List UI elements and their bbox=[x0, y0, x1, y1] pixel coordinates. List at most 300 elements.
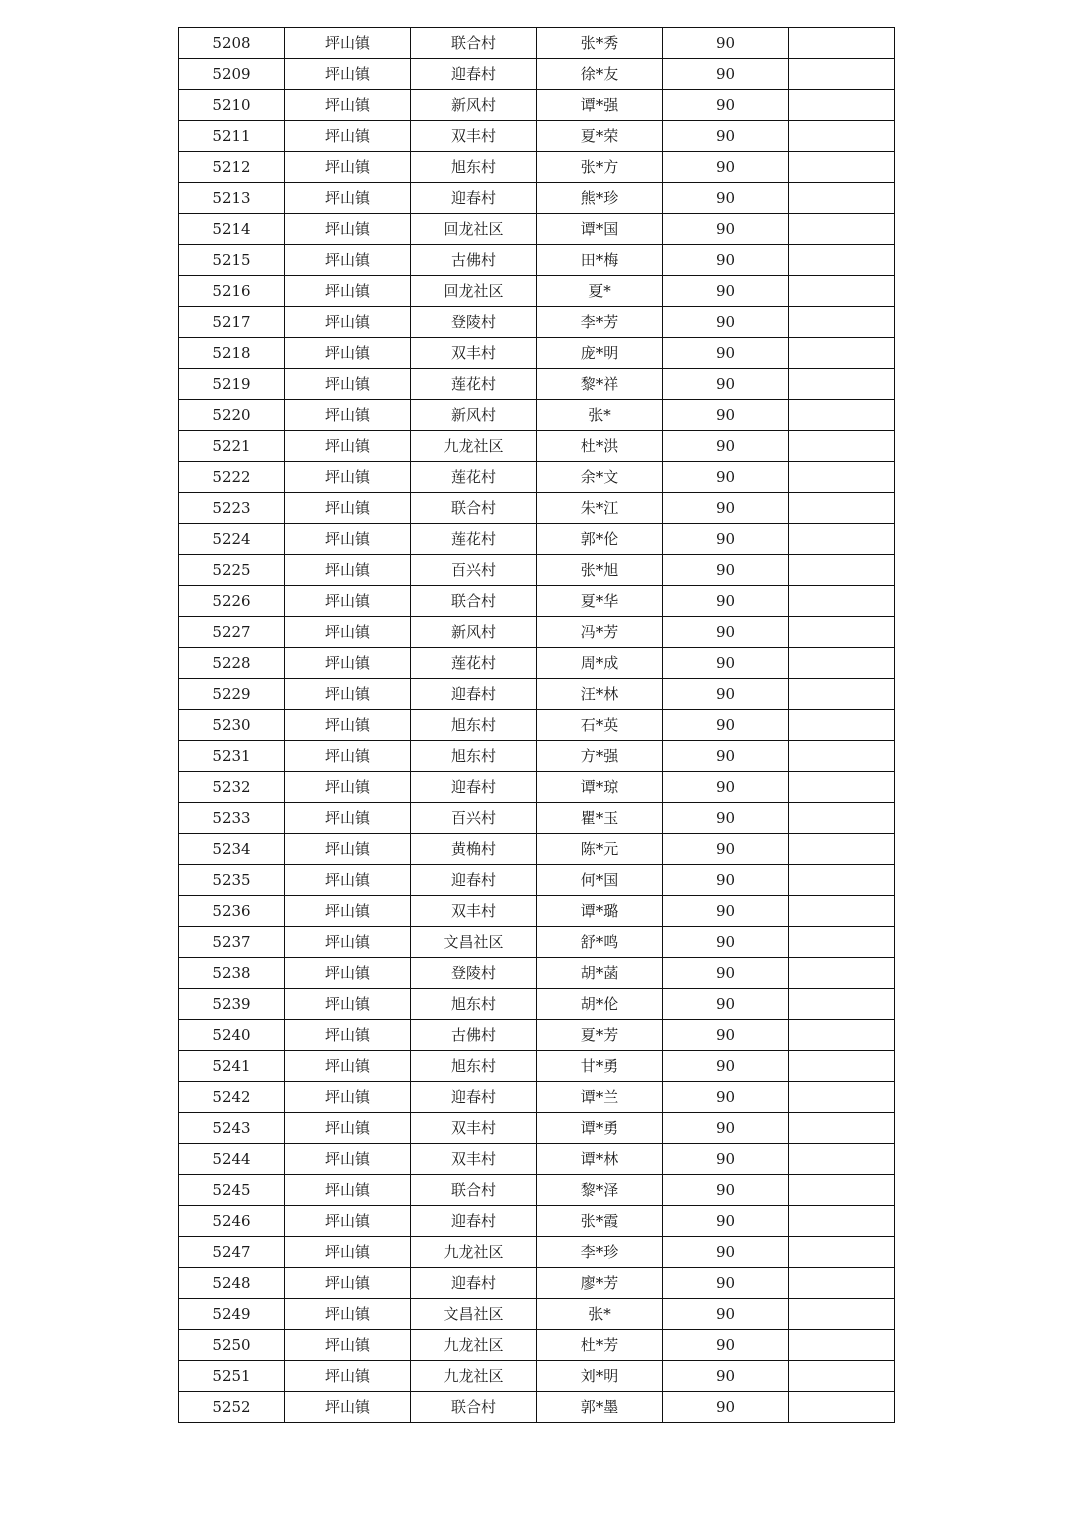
town-cell: 坪山镇 bbox=[285, 183, 411, 214]
name-cell: 夏*华 bbox=[537, 586, 663, 617]
village-cell: 双丰村 bbox=[411, 1144, 537, 1175]
town-cell: 坪山镇 bbox=[285, 1206, 411, 1237]
row-number-cell: 5216 bbox=[179, 276, 285, 307]
amount-cell: 90 bbox=[663, 152, 789, 183]
amount-cell: 90 bbox=[663, 617, 789, 648]
town-cell: 坪山镇 bbox=[285, 1330, 411, 1361]
row-number-cell: 5209 bbox=[179, 59, 285, 90]
amount-cell: 90 bbox=[663, 28, 789, 59]
table-row bbox=[179, 1051, 895, 1082]
town-cell: 坪山镇 bbox=[285, 1299, 411, 1330]
village-cell: 登陵村 bbox=[411, 307, 537, 338]
row-number-cell: 5219 bbox=[179, 369, 285, 400]
row-number-cell: 5213 bbox=[179, 183, 285, 214]
table-row bbox=[179, 1392, 895, 1423]
row-number-cell: 5252 bbox=[179, 1392, 285, 1423]
name-cell: 胡*菡 bbox=[537, 958, 663, 989]
name-cell: 李*珍 bbox=[537, 1237, 663, 1268]
amount-cell: 90 bbox=[663, 1392, 789, 1423]
name-cell: 夏*荣 bbox=[537, 121, 663, 152]
name-cell: 田*梅 bbox=[537, 245, 663, 276]
name-cell: 何*国 bbox=[537, 865, 663, 896]
note-cell bbox=[789, 834, 895, 865]
name-cell: 方*强 bbox=[537, 741, 663, 772]
name-cell: 陈*元 bbox=[537, 834, 663, 865]
row-number-cell: 5239 bbox=[179, 989, 285, 1020]
amount-cell: 90 bbox=[663, 1082, 789, 1113]
town-cell: 坪山镇 bbox=[285, 927, 411, 958]
note-cell bbox=[789, 958, 895, 989]
name-cell: 张*方 bbox=[537, 152, 663, 183]
row-number-cell: 5237 bbox=[179, 927, 285, 958]
subsidy-list-table bbox=[178, 27, 895, 1423]
note-cell bbox=[789, 183, 895, 214]
town-cell: 坪山镇 bbox=[285, 28, 411, 59]
name-cell: 熊*珍 bbox=[537, 183, 663, 214]
town-cell: 坪山镇 bbox=[285, 276, 411, 307]
village-cell: 登陵村 bbox=[411, 958, 537, 989]
note-cell bbox=[789, 710, 895, 741]
village-cell: 双丰村 bbox=[411, 121, 537, 152]
note-cell bbox=[789, 1268, 895, 1299]
table-row bbox=[179, 1237, 895, 1268]
name-cell: 瞿*玉 bbox=[537, 803, 663, 834]
row-number-cell: 5251 bbox=[179, 1361, 285, 1392]
row-number-cell: 5227 bbox=[179, 617, 285, 648]
village-cell: 迎春村 bbox=[411, 1082, 537, 1113]
town-cell: 坪山镇 bbox=[285, 803, 411, 834]
village-cell: 旭东村 bbox=[411, 710, 537, 741]
note-cell bbox=[789, 679, 895, 710]
village-cell: 联合村 bbox=[411, 586, 537, 617]
village-cell: 旭东村 bbox=[411, 1051, 537, 1082]
town-cell: 坪山镇 bbox=[285, 1361, 411, 1392]
amount-cell: 90 bbox=[663, 648, 789, 679]
note-cell bbox=[789, 400, 895, 431]
amount-cell: 90 bbox=[663, 338, 789, 369]
town-cell: 坪山镇 bbox=[285, 1268, 411, 1299]
table-row bbox=[179, 462, 895, 493]
note-cell bbox=[789, 28, 895, 59]
name-cell: 余*文 bbox=[537, 462, 663, 493]
town-cell: 坪山镇 bbox=[285, 555, 411, 586]
amount-cell: 90 bbox=[663, 400, 789, 431]
note-cell bbox=[789, 1144, 895, 1175]
town-cell: 坪山镇 bbox=[285, 1175, 411, 1206]
amount-cell: 90 bbox=[663, 772, 789, 803]
row-number-cell: 5248 bbox=[179, 1268, 285, 1299]
town-cell: 坪山镇 bbox=[285, 493, 411, 524]
amount-cell: 90 bbox=[663, 369, 789, 400]
village-cell: 新风村 bbox=[411, 90, 537, 121]
amount-cell: 90 bbox=[663, 1051, 789, 1082]
row-number-cell: 5229 bbox=[179, 679, 285, 710]
village-cell: 百兴村 bbox=[411, 555, 537, 586]
amount-cell: 90 bbox=[663, 803, 789, 834]
row-number-cell: 5250 bbox=[179, 1330, 285, 1361]
amount-cell: 90 bbox=[663, 1206, 789, 1237]
amount-cell: 90 bbox=[663, 462, 789, 493]
amount-cell: 90 bbox=[663, 1175, 789, 1206]
table-row bbox=[179, 214, 895, 245]
name-cell: 黎*祥 bbox=[537, 369, 663, 400]
name-cell: 廖*芳 bbox=[537, 1268, 663, 1299]
name-cell: 杜*洪 bbox=[537, 431, 663, 462]
amount-cell: 90 bbox=[663, 896, 789, 927]
note-cell bbox=[789, 555, 895, 586]
town-cell: 坪山镇 bbox=[285, 245, 411, 276]
village-cell: 新风村 bbox=[411, 617, 537, 648]
table-row bbox=[179, 524, 895, 555]
table-row bbox=[179, 958, 895, 989]
name-cell: 李*芳 bbox=[537, 307, 663, 338]
amount-cell: 90 bbox=[663, 1237, 789, 1268]
village-cell: 文昌社区 bbox=[411, 927, 537, 958]
amount-cell: 90 bbox=[663, 493, 789, 524]
town-cell: 坪山镇 bbox=[285, 1020, 411, 1051]
town-cell: 坪山镇 bbox=[285, 1051, 411, 1082]
village-cell: 九龙社区 bbox=[411, 1361, 537, 1392]
amount-cell: 90 bbox=[663, 834, 789, 865]
amount-cell: 90 bbox=[663, 741, 789, 772]
amount-cell: 90 bbox=[663, 958, 789, 989]
row-number-cell: 5220 bbox=[179, 400, 285, 431]
town-cell: 坪山镇 bbox=[285, 121, 411, 152]
name-cell: 谭*林 bbox=[537, 1144, 663, 1175]
town-cell: 坪山镇 bbox=[285, 772, 411, 803]
village-cell: 迎春村 bbox=[411, 865, 537, 896]
note-cell bbox=[789, 152, 895, 183]
table-row bbox=[179, 679, 895, 710]
amount-cell: 90 bbox=[663, 276, 789, 307]
row-number-cell: 5217 bbox=[179, 307, 285, 338]
note-cell bbox=[789, 1330, 895, 1361]
row-number-cell: 5241 bbox=[179, 1051, 285, 1082]
table-row bbox=[179, 276, 895, 307]
row-number-cell: 5232 bbox=[179, 772, 285, 803]
town-cell: 坪山镇 bbox=[285, 586, 411, 617]
note-cell bbox=[789, 493, 895, 524]
note-cell bbox=[789, 1175, 895, 1206]
name-cell: 朱*江 bbox=[537, 493, 663, 524]
village-cell: 莲花村 bbox=[411, 648, 537, 679]
amount-cell: 90 bbox=[663, 1299, 789, 1330]
note-cell bbox=[789, 276, 895, 307]
name-cell: 舒*鸣 bbox=[537, 927, 663, 958]
row-number-cell: 5244 bbox=[179, 1144, 285, 1175]
table-row bbox=[179, 1113, 895, 1144]
row-number-cell: 5228 bbox=[179, 648, 285, 679]
name-cell: 黎*泽 bbox=[537, 1175, 663, 1206]
village-cell: 联合村 bbox=[411, 493, 537, 524]
table-row bbox=[179, 369, 895, 400]
town-cell: 坪山镇 bbox=[285, 865, 411, 896]
name-cell: 张*霞 bbox=[537, 1206, 663, 1237]
town-cell: 坪山镇 bbox=[285, 648, 411, 679]
table-row bbox=[179, 896, 895, 927]
table-row bbox=[179, 400, 895, 431]
village-cell: 新风村 bbox=[411, 400, 537, 431]
row-number-cell: 5211 bbox=[179, 121, 285, 152]
name-cell: 周*成 bbox=[537, 648, 663, 679]
note-cell bbox=[789, 1237, 895, 1268]
row-number-cell: 5242 bbox=[179, 1082, 285, 1113]
note-cell bbox=[789, 1392, 895, 1423]
village-cell: 九龙社区 bbox=[411, 1330, 537, 1361]
amount-cell: 90 bbox=[663, 710, 789, 741]
note-cell bbox=[789, 214, 895, 245]
village-cell: 迎春村 bbox=[411, 679, 537, 710]
table-row bbox=[179, 431, 895, 462]
town-cell: 坪山镇 bbox=[285, 679, 411, 710]
amount-cell: 90 bbox=[663, 90, 789, 121]
name-cell: 冯*芳 bbox=[537, 617, 663, 648]
note-cell bbox=[789, 462, 895, 493]
village-cell: 莲花村 bbox=[411, 369, 537, 400]
amount-cell: 90 bbox=[663, 59, 789, 90]
name-cell: 谭*勇 bbox=[537, 1113, 663, 1144]
name-cell: 张* bbox=[537, 1299, 663, 1330]
town-cell: 坪山镇 bbox=[285, 741, 411, 772]
amount-cell: 90 bbox=[663, 989, 789, 1020]
row-number-cell: 5218 bbox=[179, 338, 285, 369]
row-number-cell: 5233 bbox=[179, 803, 285, 834]
name-cell: 张* bbox=[537, 400, 663, 431]
table-row bbox=[179, 307, 895, 338]
village-cell: 联合村 bbox=[411, 28, 537, 59]
town-cell: 坪山镇 bbox=[285, 462, 411, 493]
name-cell: 谭*璐 bbox=[537, 896, 663, 927]
row-number-cell: 5224 bbox=[179, 524, 285, 555]
note-cell bbox=[789, 431, 895, 462]
note-cell bbox=[789, 617, 895, 648]
town-cell: 坪山镇 bbox=[285, 896, 411, 927]
note-cell bbox=[789, 245, 895, 276]
name-cell: 郭*墨 bbox=[537, 1392, 663, 1423]
town-cell: 坪山镇 bbox=[285, 958, 411, 989]
amount-cell: 90 bbox=[663, 1361, 789, 1392]
table-row bbox=[179, 927, 895, 958]
amount-cell: 90 bbox=[663, 307, 789, 338]
table-row bbox=[179, 1206, 895, 1237]
note-cell bbox=[789, 989, 895, 1020]
note-cell bbox=[789, 1299, 895, 1330]
table-row bbox=[179, 121, 895, 152]
town-cell: 坪山镇 bbox=[285, 1392, 411, 1423]
town-cell: 坪山镇 bbox=[285, 834, 411, 865]
town-cell: 坪山镇 bbox=[285, 617, 411, 648]
row-number-cell: 5226 bbox=[179, 586, 285, 617]
note-cell bbox=[789, 338, 895, 369]
note-cell bbox=[789, 59, 895, 90]
note-cell bbox=[789, 90, 895, 121]
row-number-cell: 5215 bbox=[179, 245, 285, 276]
amount-cell: 90 bbox=[663, 1113, 789, 1144]
table-row bbox=[179, 493, 895, 524]
row-number-cell: 5240 bbox=[179, 1020, 285, 1051]
table-row bbox=[179, 834, 895, 865]
town-cell: 坪山镇 bbox=[285, 524, 411, 555]
table-row bbox=[179, 555, 895, 586]
town-cell: 坪山镇 bbox=[285, 1144, 411, 1175]
village-cell: 迎春村 bbox=[411, 183, 537, 214]
name-cell: 徐*友 bbox=[537, 59, 663, 90]
village-cell: 联合村 bbox=[411, 1392, 537, 1423]
amount-cell: 90 bbox=[663, 555, 789, 586]
note-cell bbox=[789, 772, 895, 803]
row-number-cell: 5222 bbox=[179, 462, 285, 493]
amount-cell: 90 bbox=[663, 1020, 789, 1051]
table-row bbox=[179, 617, 895, 648]
name-cell: 张*秀 bbox=[537, 28, 663, 59]
row-number-cell: 5236 bbox=[179, 896, 285, 927]
table-row bbox=[179, 865, 895, 896]
note-cell bbox=[789, 865, 895, 896]
town-cell: 坪山镇 bbox=[285, 710, 411, 741]
town-cell: 坪山镇 bbox=[285, 1082, 411, 1113]
row-number-cell: 5246 bbox=[179, 1206, 285, 1237]
amount-cell: 90 bbox=[663, 679, 789, 710]
table-row bbox=[179, 338, 895, 369]
row-number-cell: 5243 bbox=[179, 1113, 285, 1144]
table-row bbox=[179, 1082, 895, 1113]
amount-cell: 90 bbox=[663, 524, 789, 555]
name-cell: 谭*琼 bbox=[537, 772, 663, 803]
amount-cell: 90 bbox=[663, 1268, 789, 1299]
name-cell: 汪*林 bbox=[537, 679, 663, 710]
note-cell bbox=[789, 121, 895, 152]
note-cell bbox=[789, 1082, 895, 1113]
note-cell bbox=[789, 586, 895, 617]
note-cell bbox=[789, 369, 895, 400]
amount-cell: 90 bbox=[663, 1144, 789, 1175]
amount-cell: 90 bbox=[663, 927, 789, 958]
note-cell bbox=[789, 1051, 895, 1082]
row-number-cell: 5230 bbox=[179, 710, 285, 741]
village-cell: 回龙社区 bbox=[411, 214, 537, 245]
row-number-cell: 5238 bbox=[179, 958, 285, 989]
row-number-cell: 5245 bbox=[179, 1175, 285, 1206]
row-number-cell: 5235 bbox=[179, 865, 285, 896]
amount-cell: 90 bbox=[663, 214, 789, 245]
table-row bbox=[179, 152, 895, 183]
town-cell: 坪山镇 bbox=[285, 214, 411, 245]
amount-cell: 90 bbox=[663, 121, 789, 152]
table-row bbox=[179, 648, 895, 679]
village-cell: 联合村 bbox=[411, 1175, 537, 1206]
name-cell: 谭*兰 bbox=[537, 1082, 663, 1113]
town-cell: 坪山镇 bbox=[285, 338, 411, 369]
town-cell: 坪山镇 bbox=[285, 307, 411, 338]
note-cell bbox=[789, 803, 895, 834]
town-cell: 坪山镇 bbox=[285, 152, 411, 183]
village-cell: 旭东村 bbox=[411, 152, 537, 183]
row-number-cell: 5234 bbox=[179, 834, 285, 865]
row-number-cell: 5208 bbox=[179, 28, 285, 59]
village-cell: 莲花村 bbox=[411, 524, 537, 555]
town-cell: 坪山镇 bbox=[285, 1113, 411, 1144]
amount-cell: 90 bbox=[663, 586, 789, 617]
row-number-cell: 5214 bbox=[179, 214, 285, 245]
table-row bbox=[179, 803, 895, 834]
table-row bbox=[179, 245, 895, 276]
table-row bbox=[179, 1144, 895, 1175]
note-cell bbox=[789, 741, 895, 772]
table-row bbox=[179, 59, 895, 90]
name-cell: 杜*芳 bbox=[537, 1330, 663, 1361]
village-cell: 迎春村 bbox=[411, 772, 537, 803]
village-cell: 双丰村 bbox=[411, 338, 537, 369]
village-cell: 迎春村 bbox=[411, 59, 537, 90]
name-cell: 石*英 bbox=[537, 710, 663, 741]
name-cell: 夏*芳 bbox=[537, 1020, 663, 1051]
table-row bbox=[179, 183, 895, 214]
note-cell bbox=[789, 648, 895, 679]
town-cell: 坪山镇 bbox=[285, 1237, 411, 1268]
name-cell: 谭*强 bbox=[537, 90, 663, 121]
table-row bbox=[179, 1175, 895, 1206]
village-cell: 九龙社区 bbox=[411, 431, 537, 462]
town-cell: 坪山镇 bbox=[285, 59, 411, 90]
amount-cell: 90 bbox=[663, 245, 789, 276]
name-cell: 郭*伦 bbox=[537, 524, 663, 555]
note-cell bbox=[789, 1020, 895, 1051]
table-row bbox=[179, 710, 895, 741]
village-cell: 双丰村 bbox=[411, 1113, 537, 1144]
name-cell: 张*旭 bbox=[537, 555, 663, 586]
table-row bbox=[179, 772, 895, 803]
note-cell bbox=[789, 307, 895, 338]
village-cell: 古佛村 bbox=[411, 245, 537, 276]
village-cell: 回龙社区 bbox=[411, 276, 537, 307]
name-cell: 庞*明 bbox=[537, 338, 663, 369]
table-row bbox=[179, 1361, 895, 1392]
table-body bbox=[179, 28, 895, 1423]
village-cell: 百兴村 bbox=[411, 803, 537, 834]
village-cell: 文昌社区 bbox=[411, 1299, 537, 1330]
village-cell: 迎春村 bbox=[411, 1268, 537, 1299]
town-cell: 坪山镇 bbox=[285, 369, 411, 400]
table-row bbox=[179, 1299, 895, 1330]
village-cell: 旭东村 bbox=[411, 989, 537, 1020]
table-row bbox=[179, 1330, 895, 1361]
row-number-cell: 5249 bbox=[179, 1299, 285, 1330]
row-number-cell: 5231 bbox=[179, 741, 285, 772]
table-row bbox=[179, 741, 895, 772]
name-cell: 夏* bbox=[537, 276, 663, 307]
town-cell: 坪山镇 bbox=[285, 989, 411, 1020]
table-row bbox=[179, 1020, 895, 1051]
village-cell: 黄桷村 bbox=[411, 834, 537, 865]
row-number-cell: 5221 bbox=[179, 431, 285, 462]
note-cell bbox=[789, 1361, 895, 1392]
name-cell: 刘*明 bbox=[537, 1361, 663, 1392]
table-row bbox=[179, 90, 895, 121]
table-row bbox=[179, 1268, 895, 1299]
name-cell: 胡*伦 bbox=[537, 989, 663, 1020]
village-cell: 莲花村 bbox=[411, 462, 537, 493]
town-cell: 坪山镇 bbox=[285, 400, 411, 431]
row-number-cell: 5212 bbox=[179, 152, 285, 183]
village-cell: 迎春村 bbox=[411, 1206, 537, 1237]
note-cell bbox=[789, 1113, 895, 1144]
table-row bbox=[179, 28, 895, 59]
amount-cell: 90 bbox=[663, 1330, 789, 1361]
amount-cell: 90 bbox=[663, 865, 789, 896]
row-number-cell: 5247 bbox=[179, 1237, 285, 1268]
name-cell: 谭*国 bbox=[537, 214, 663, 245]
note-cell bbox=[789, 1206, 895, 1237]
